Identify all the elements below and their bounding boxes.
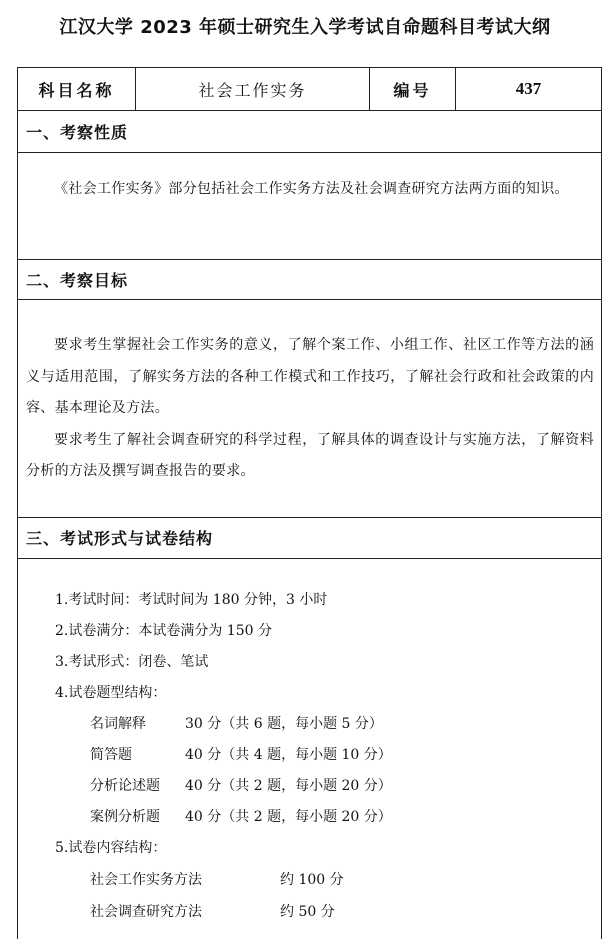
subject-label: 科目名称 [18,68,136,110]
question-type-detail: 40 分（共 2 题，每小题 20 分） [185,778,392,794]
question-type-detail: 40 分（共 4 题，每小题 10 分） [185,747,392,763]
list-item: 3.考试形式：闭卷、笔试 [55,654,209,670]
content-item-name: 社会工作实务方法 [90,872,202,888]
paragraph: 《社会工作实务》部分包括社会工作实务方法及社会调查研究方法两方面的知识。 [54,181,569,197]
question-type-detail: 30 分（共 6 题，每小题 5 分） [185,716,383,732]
section-objectives-body [26,330,594,488]
question-type-name: 案例分析题 [90,809,160,825]
list-item: 5.试卷内容结构： [55,840,167,856]
list-item: 4.试卷题型结构： [55,685,167,701]
question-type-name: 分析论述题 [90,778,160,794]
question-type-name: 简答题 [90,747,132,763]
section-heading-format: 三、考试形式与试卷结构 [18,517,601,559]
content-item-detail: 约 100 分 [280,872,344,888]
question-type-name: 名词解释 [90,716,146,732]
code-value: 437 [515,79,542,98]
syllabus-table [17,67,602,939]
paragraph: 要求考生了解社会调查研究的科学过程，了解具体的调查设计与实施方法，了解资料分析的方法及撰写调查报告的要求。 [26,431,594,479]
list-item: 2.试卷满分：本试卷满分为 150 分 [55,623,272,639]
section-heading-objectives: 二、考察目标 [18,259,601,300]
question-type-detail: 40 分（共 2 题，每小题 20 分） [185,809,392,825]
code-label: 编号 [370,68,456,110]
paragraph: 要求考生掌握社会工作实务的意义，了解个案工作、小组工作、社区工作等方法的涵义与适用范围，了解实务方法的各种工作模式和工作技巧，了解社会行政和社会政策的内容、基本理论及方法。 [26,337,594,416]
content-item-detail: 约 50 分 [280,904,335,920]
subject-info-row [18,68,601,111]
document-title: 江汉大学 2023 年硕士研究生入学考试自命题科目考试大纲 [59,17,551,38]
subject-value: 社会工作实务 [136,68,370,110]
section-heading-nature: 一、考察性质 [18,111,601,153]
list-item: 1.考试时间：考试时间为 180 分钟，3 小时 [55,592,328,608]
content-item-name: 社会调查研究方法 [90,904,202,920]
section-nature-body [26,174,594,206]
